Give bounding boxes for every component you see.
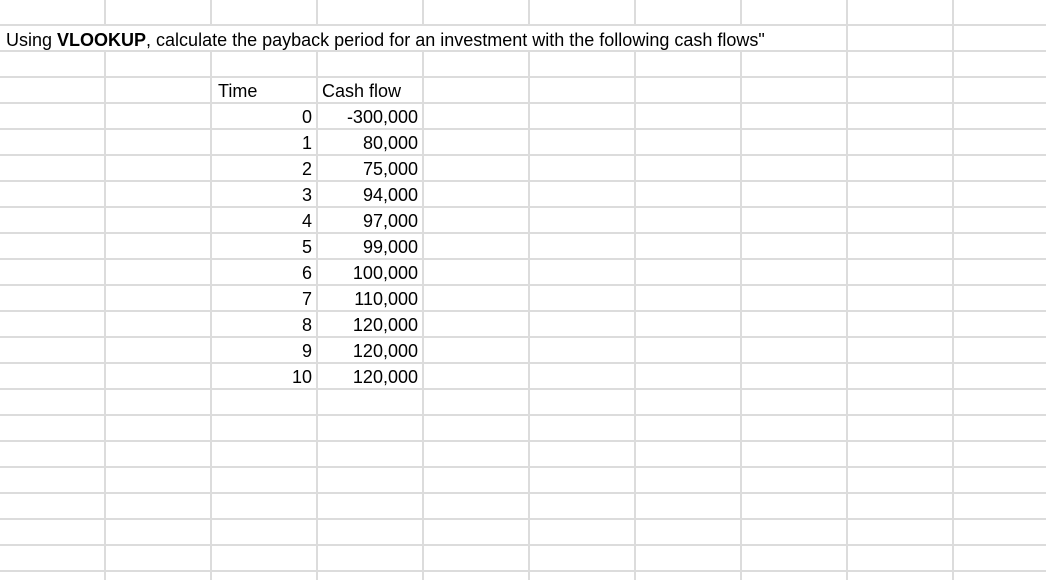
time-cell[interactable]: 0	[301, 107, 312, 127]
time-cell[interactable]: 7	[301, 289, 312, 309]
time-cell[interactable]: 4	[301, 211, 312, 231]
time-cell[interactable]: 5	[301, 237, 312, 257]
row-gridline	[0, 232, 1046, 234]
column-gridline	[634, 50, 636, 580]
row-gridline	[0, 180, 1046, 182]
row-gridline	[0, 440, 1046, 442]
row-gridline	[0, 128, 1046, 130]
row-gridline	[0, 154, 1046, 156]
row-gridline	[0, 24, 1046, 26]
time-cell[interactable]: 8	[301, 315, 312, 335]
row-gridline	[0, 466, 1046, 468]
title-suffix: , calculate the payback period for an investment with the following cash flows"	[146, 30, 765, 50]
row-gridline	[0, 414, 1046, 416]
row-gridline	[0, 206, 1046, 208]
row-gridline	[0, 102, 1046, 104]
column-gridline	[740, 0, 742, 26]
time-cell[interactable]: 3	[301, 185, 312, 205]
title-function-name: VLOOKUP	[57, 30, 147, 50]
cash-flow-cell[interactable]: 99,000	[362, 237, 418, 257]
column-gridline	[422, 50, 424, 580]
column-gridline	[528, 0, 530, 26]
row-gridline	[0, 492, 1046, 494]
cash-flow-cell[interactable]: 80,000	[362, 133, 418, 153]
header-cash-flow[interactable]: Cash flow	[322, 81, 402, 101]
header-time[interactable]: Time	[218, 81, 258, 101]
column-gridline	[952, 0, 954, 580]
column-gridline	[634, 0, 636, 26]
row-gridline	[0, 388, 1046, 390]
time-cell[interactable]: 1	[301, 133, 312, 153]
row-gridline	[0, 258, 1046, 260]
cash-flow-cell[interactable]: 75,000	[362, 159, 418, 179]
row-gridline	[0, 310, 1046, 312]
column-gridline	[316, 0, 318, 26]
cash-flow-cell[interactable]: 110,000	[354, 289, 418, 309]
time-cell[interactable]: 9	[301, 341, 312, 361]
column-gridline	[740, 50, 742, 580]
column-gridline	[104, 0, 106, 26]
cash-flow-cell[interactable]: 100,000	[352, 263, 418, 283]
title-cell[interactable]	[6, 29, 765, 51]
cash-flow-cell[interactable]: 120,000	[352, 367, 418, 387]
cash-flow-cell[interactable]: 120,000	[352, 315, 418, 335]
row-gridline	[0, 518, 1046, 520]
cash-flow-cell[interactable]: 97,000	[362, 211, 418, 231]
row-gridline	[0, 570, 1046, 572]
cash-flow-cell[interactable]: -300,000	[346, 107, 418, 127]
column-gridline	[210, 50, 212, 580]
column-gridline	[528, 50, 530, 580]
row-gridline	[0, 284, 1046, 286]
time-cell[interactable]: 2	[301, 159, 312, 179]
cash-flow-cell[interactable]: 94,000	[362, 185, 418, 205]
row-gridline	[0, 336, 1046, 338]
column-gridline	[422, 0, 424, 26]
cash-flow-cell[interactable]: 120,000	[352, 341, 418, 361]
row-gridline	[0, 544, 1046, 546]
title-prefix: Using	[6, 30, 58, 50]
row-gridline	[0, 362, 1046, 364]
column-gridline	[846, 0, 848, 580]
time-cell[interactable]: 10	[291, 367, 312, 387]
time-cell[interactable]: 6	[301, 263, 312, 283]
column-gridline	[210, 0, 212, 26]
column-gridline	[104, 50, 106, 580]
row-gridline	[0, 76, 1046, 78]
